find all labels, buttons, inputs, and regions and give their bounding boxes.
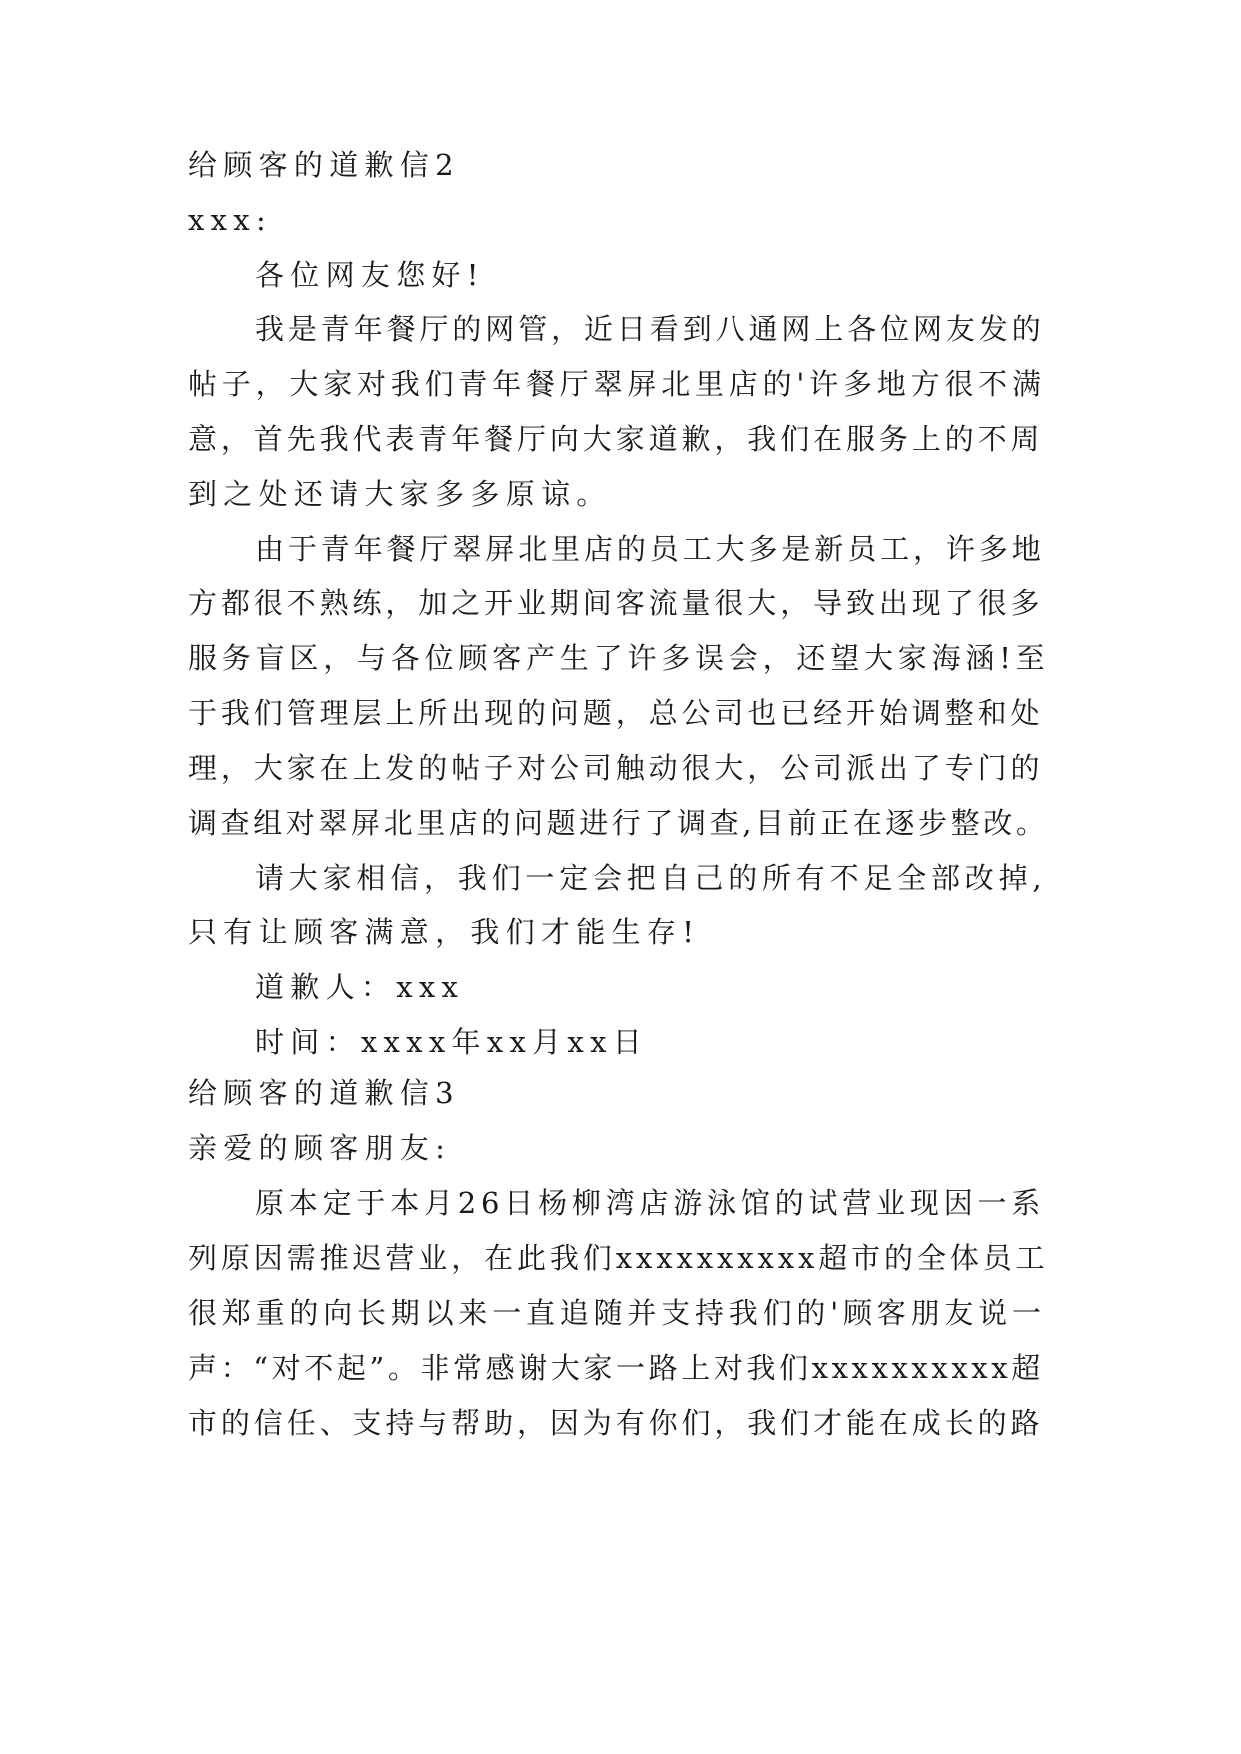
letter2-p2-line: 服务盲区，与各位顾客产生了许多误会，还望大家海涵!至 bbox=[188, 641, 1050, 675]
letter3-salutation: 亲爱的顾客朋友: bbox=[188, 1131, 452, 1165]
letter2-title: 给顾客的道歉信2 bbox=[188, 148, 460, 182]
letter3-p1-line: 原本定于本月26日杨柳湾店游泳馆的试营业现因一系 bbox=[255, 1186, 1046, 1220]
letter3-p1-line: 市的信任、支持与帮助，因为有你们，我们才能在成长的路 bbox=[188, 1406, 1044, 1440]
letter2-p1-line: 我是青年餐厅的网管，近日看到八通网上各位网友发的 bbox=[255, 312, 1045, 346]
letter3-p1-line: 列原因需推迟营业，在此我们xxxxxxxxxx超市的全体员工 bbox=[188, 1241, 1049, 1275]
letter2-p2-line: 于我们管理层上所出现的问题，总公司也已经开始调整和处 bbox=[188, 696, 1044, 730]
letter3-p1-line: 声：“对不起”。非常感谢大家一路上对我们xxxxxxxxxx超 bbox=[188, 1351, 1044, 1385]
letter2-greeting: 各位网友您好! bbox=[255, 258, 485, 292]
letter3-p1-line: 很郑重的向长期以来一直追随并支持我们的'顾客朋友说一 bbox=[188, 1296, 1046, 1330]
letter3-title: 给顾客的道歉信3 bbox=[188, 1076, 460, 1110]
letter2-p2-line: 方都很不熟练，加之开业期间客流量很大，导致出现了很多 bbox=[188, 586, 1044, 620]
letter2-p1-line: 意，首先我代表青年餐厅向大家道歉，我们在服务上的不周 bbox=[188, 422, 1044, 456]
letter2-p3-line: 只有让顾客满意，我们才能生存! bbox=[188, 915, 701, 949]
letter2-p2-line: 理，大家在上发的帖子对公司触动很大，公司派出了专门的 bbox=[188, 751, 1044, 785]
letter2-signer: 道歉人：xxx bbox=[255, 970, 465, 1004]
letter2-time: 时间：xxxx年xx月xx日 bbox=[255, 1025, 649, 1059]
letter2-p2-line: 调查组对翠屏北里店的问题进行了调查,目前正在逐步整改。 bbox=[188, 806, 1049, 840]
letter2-p1-line: 帖子，大家对我们青年餐厅翠屏北里店的'许多地方很不满 bbox=[188, 367, 1046, 401]
letter2-p3-line: 请大家相信，我们一定会把自己的所有不足全部改掉, bbox=[255, 861, 1047, 895]
letter2-p1-line: 到之处还请大家多多原谅。 bbox=[188, 477, 612, 511]
letter2-p2-line: 由于青年餐厅翠屏北里店的员工大多是新员工，许多地 bbox=[255, 532, 1045, 566]
letter2-salutation: xxx: bbox=[188, 203, 273, 237]
